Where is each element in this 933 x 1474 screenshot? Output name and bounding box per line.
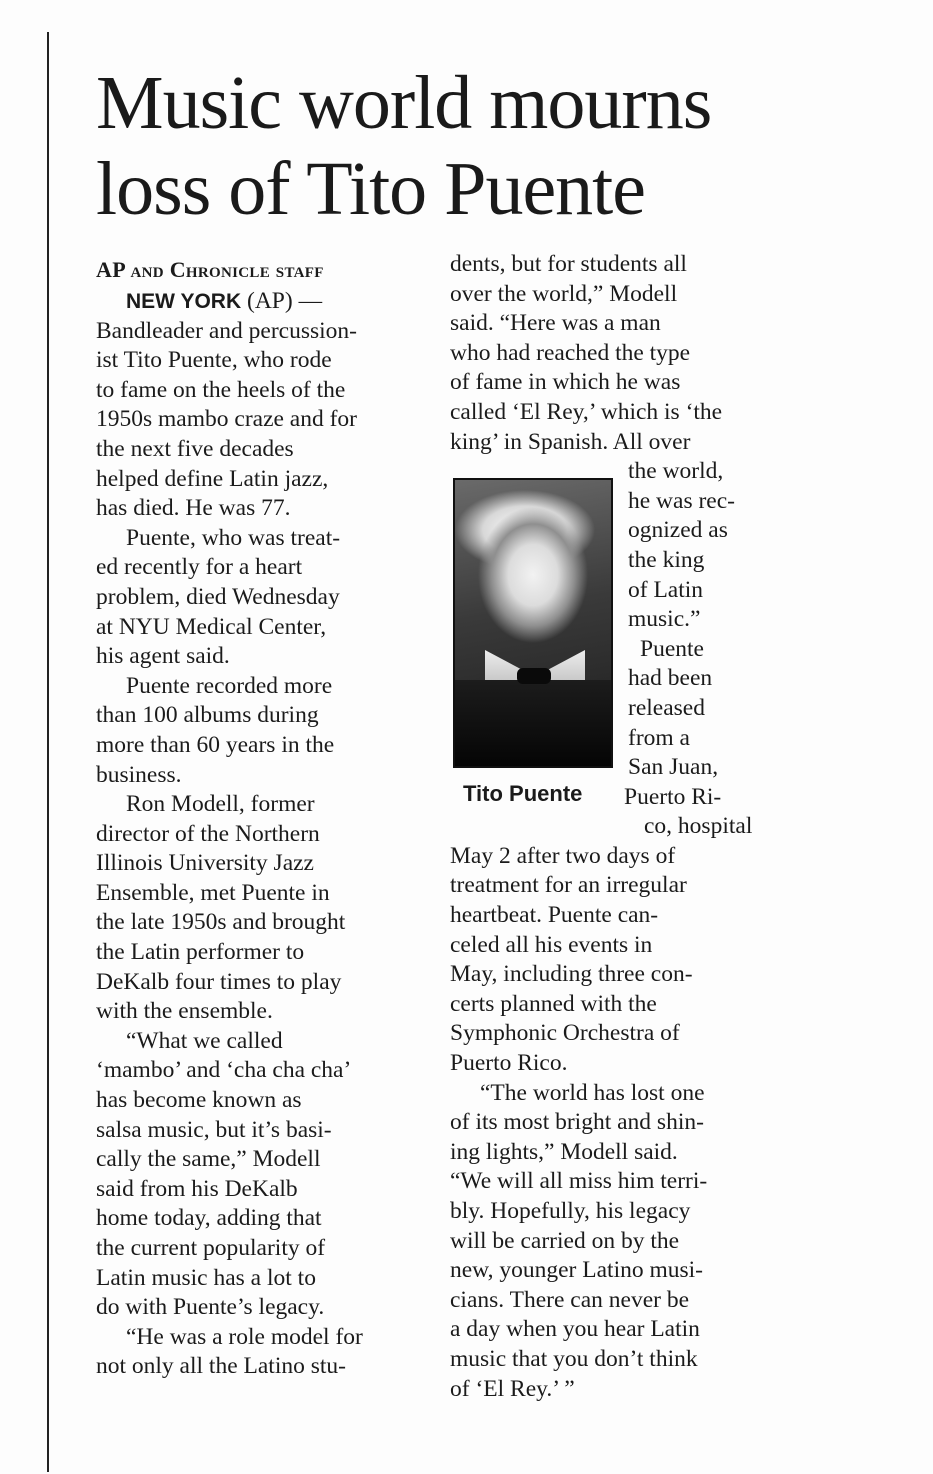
byline-staff: and Chronicle staff [130,257,324,282]
text-line: Latin music has a lot to [96,1264,316,1291]
dateline: NEW YORK [126,290,242,313]
text-line: more than 60 years in the [96,731,335,758]
text-line: May 2 after two days of [450,842,676,869]
text-line: from a [628,724,690,751]
text-line: of fame in which he was [450,369,681,396]
text-line: he was rec- [628,487,735,514]
text-line: salsa music, but it’s basi- [96,1116,332,1143]
text-line: of ‘El Rey.’ ” [450,1375,575,1402]
text-line: co, hospital [644,813,753,840]
text-line: released [628,694,705,721]
text-line: the current popularity of [96,1235,326,1261]
text-line: not only all the Latino stu- [96,1353,346,1380]
text-line: has become known as [96,1087,302,1114]
text-line: cians. There can never be [450,1286,690,1313]
text-line: Bandleader and percussion- [96,317,358,344]
text-line: called ‘El Rey,’ which is ‘the [450,398,723,425]
text-line: the world, [628,458,724,485]
text-line: of its most bright and shin- [450,1109,704,1136]
text-line: music.” [628,606,701,633]
headline-line-1: Music world mourns [96,61,712,145]
text-line: over the world,” Modell [450,280,678,307]
text-line: to fame on the heels of the [96,376,346,403]
text-line: Puente, who was treat- [126,524,341,551]
text-line: ist Tito Puente, who rode [96,347,332,374]
text-line: business. [96,761,182,788]
text-line: certs planned with the [450,990,657,1017]
headline-line-2: loss of Tito Puente [96,147,646,231]
text-line: “The world has lost one [480,1079,705,1106]
headline [96,60,816,232]
text-line: Ensemble, met Puente in [96,879,330,906]
text-line: Puente [640,635,704,662]
text-line: problem, died Wednesday [96,583,340,610]
text-line: a day when you hear Latin [450,1316,700,1343]
text-line: dents, but for students all [450,251,687,277]
text-line: the Latin performer to [96,939,305,966]
text-line: ‘mambo’ and ‘cha cha cha’ [96,1057,352,1084]
dateline-line: NEW YORK (AP) — [126,288,323,314]
text-line: 1950s mambo craze and for [96,406,358,433]
article-column-1 [96,255,426,1382]
byline [96,255,426,287]
byline-ap: AP [96,257,125,282]
text-line: Puerto Rico. [450,1050,568,1077]
text-line: who had reached the type [450,339,691,366]
text-line: has died. He was 77. [96,495,291,522]
text-line: celed all his events in [450,931,653,958]
text-line: the late 1950s and brought [96,909,346,936]
text-line: of Latin [628,576,704,603]
text-line: music that you don’t think [450,1345,698,1372]
text-line: his agent said. [96,643,230,670]
text-line: ing lights,” Modell said. [450,1138,678,1165]
text-line: helped define Latin jazz, [96,465,329,492]
text-line: the next five decades [96,435,294,462]
text-line: “We will all miss him terri- [450,1168,708,1195]
text-line: Illinois University Jazz [96,850,314,877]
article-column-2 [450,250,785,1404]
text-line: “He was a role model for [126,1323,363,1350]
text-line: Puerto Ri- [624,783,722,810]
text-line: Ron Modell, former [126,791,315,818]
text-line: heartbeat. Puente can- [450,902,659,929]
text-line: than 100 albums during [96,702,319,729]
text-line: said. “Here was a man [450,310,661,337]
text-line: with the ensemble. [96,998,273,1025]
text-line: said from his DeKalb [96,1175,298,1202]
text-line: will be carried on by the [450,1227,680,1254]
text-line: director of the Northern [96,820,320,847]
text-line: new, younger Latino musi- [450,1257,704,1284]
text-line: the king [628,546,705,573]
text-line: treatment for an irregular [450,872,687,899]
column-rule [47,32,49,1472]
text-line: DeKalb four times to play [96,968,342,995]
text-line: San Juan, [628,754,719,781]
text-line: bly. Hopefully, his legacy [450,1198,691,1224]
text-line: Puente recorded more [126,672,333,699]
photo-caption: Tito Puente [463,781,583,806]
text-line: king’ in Spanish. All over [450,428,691,455]
text-line: do with Puente’s legacy. [96,1294,325,1321]
text-line: Symphonic Orchestra of [450,1020,680,1047]
text-line: ognized as [628,517,728,544]
text-line: cally the same,” Modell [96,1146,321,1173]
text-line: ed recently for a heart [96,554,303,581]
text-line: at NYU Medical Center, [96,613,327,640]
text-line: home today, adding that [96,1205,322,1232]
text-line: “What we called [126,1027,283,1054]
text-line: May, including three con- [450,961,693,988]
text-line: had been [628,665,713,692]
